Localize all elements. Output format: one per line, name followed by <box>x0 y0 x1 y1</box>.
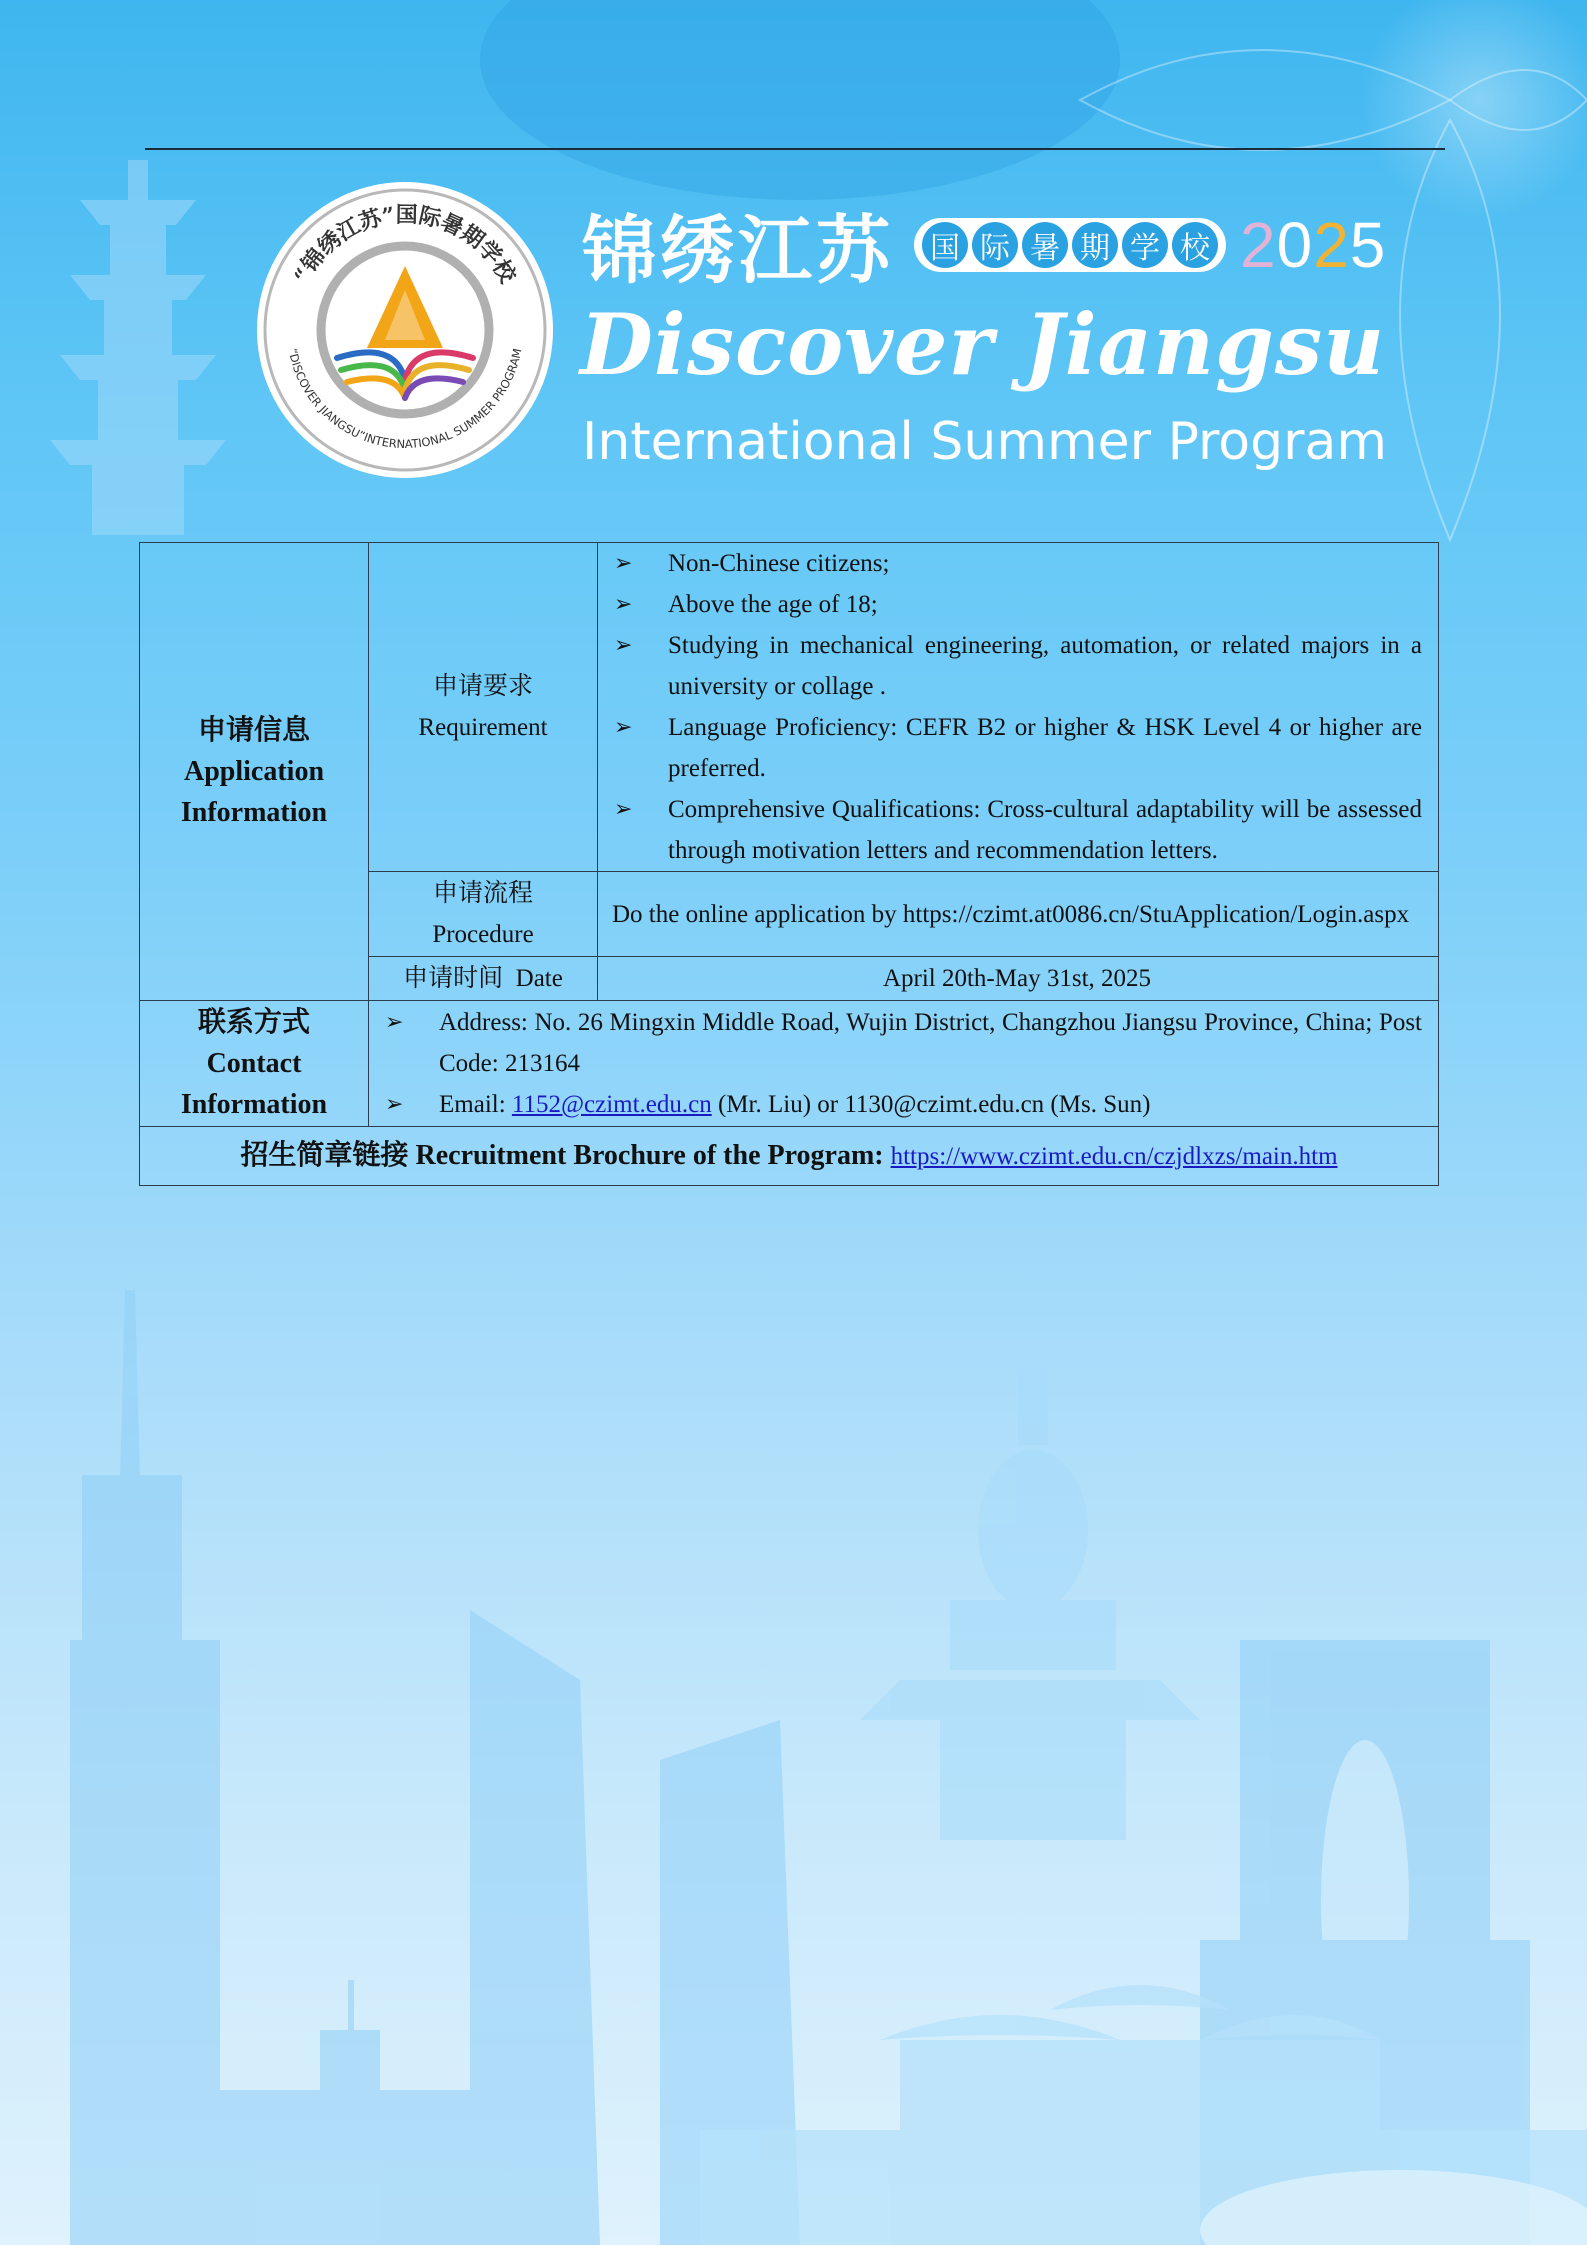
arrow-bullet-icon: ➢ <box>614 551 633 576</box>
procedure-label: 申请流程 Procedure <box>369 872 598 957</box>
requirement-list-cell <box>598 543 1439 872</box>
brochure-row: 招生简章链接 Recruitment Brochure of the Program: https://www.czimt.edu.cn/czjdlxzs/main.htm <box>140 1127 1439 1186</box>
list-item: ➢ Non-Chinese citizens; <box>612 543 1422 584</box>
arrow-bullet-icon: ➢ <box>614 715 633 740</box>
banner-english-subtitle: International Summer Program <box>582 412 1387 472</box>
list-item <box>383 1002 1422 1084</box>
procedure-text: Do the online application by https://czimt.at0086.cn/StuApplication/Login.aspx <box>598 872 1439 957</box>
list-item: ➢ Studying in mechanical engineering, automation, or related majors in a university or collage . <box>612 625 1422 707</box>
contact-list <box>383 1002 1422 1125</box>
banner-chinese-title <box>582 200 1387 294</box>
application-info-heading: 申请信息 Application Information <box>140 543 369 1001</box>
banner-year: 2025 <box>1240 209 1387 281</box>
top-divider-line <box>145 148 1445 150</box>
subtitle-cn-char: 际 <box>972 222 1018 268</box>
subtitle-cn-badges <box>914 218 1226 272</box>
pagoda-silhouette <box>50 160 226 535</box>
arrow-bullet-icon: ➢ <box>614 633 633 658</box>
email-link[interactable]: 1152@czimt.edu.cn <box>511 1091 712 1118</box>
subtitle-cn-char: 期 <box>1072 222 1118 268</box>
brochure-link[interactable]: https://www.czimt.edu.cn/czjdlxzs/main.htm <box>890 1143 1338 1170</box>
summer-program-logo <box>255 180 555 480</box>
table-row <box>140 1127 1439 1186</box>
temple-silhouette <box>860 1355 1200 1840</box>
requirement-label: 申请要求 Requirement <box>369 543 598 872</box>
subtitle-cn-char: 校 <box>1172 222 1218 268</box>
contact-address: Address: No. 26 Mingxin Middle Road, Wujin District, Changzhou Jiangsu Province, China; Post Code: 213164 <box>439 1009 1422 1077</box>
banner-english-title: Discover Jiangsu <box>580 295 1386 394</box>
table-row <box>140 543 1439 872</box>
title-cn: 锦绣江苏 <box>582 208 894 294</box>
subtitle-cn-char: 暑 <box>1022 222 1068 268</box>
logo-ring-text-cn: “锦绣江苏”国际暑期学校 <box>289 201 521 288</box>
table-row <box>140 1001 1439 1127</box>
subtitle-cn-char: 学 <box>1122 222 1168 268</box>
arrow-bullet-icon: ➢ <box>614 797 633 822</box>
contact-details-cell <box>369 1001 1439 1127</box>
arrow-bullet-icon: ➢ <box>385 1092 404 1117</box>
application-info-table <box>139 542 1439 1186</box>
list-item: ➢ Email: 1152@czimt.edu.cn (Mr. Liu) or 1130@czimt.edu.cn (Ms. Sun) <box>383 1084 1422 1125</box>
contact-info-heading: 联系方式 Contact Information <box>140 1001 369 1127</box>
list-item: ➢ Above the age of 18; <box>612 584 1422 625</box>
requirement-list <box>612 543 1422 871</box>
arrow-bullet-icon: ➢ <box>614 592 633 617</box>
subtitle-cn-char: 国 <box>922 222 968 268</box>
list-item: ➢ Language Proficiency: CEFR B2 or higher & HSK Level 4 or higher are preferred. <box>612 707 1422 789</box>
list-item: ➢ Comprehensive Qualifications: Cross-cultural adaptability will be assessed through motivation letters and recommendation letters. <box>612 789 1422 871</box>
logo-ring-text-en: “DISCOVER JIANGSU”INTERNATIONAL SUMMER PROGRAM <box>285 347 525 452</box>
date-label: 申请时间 Date <box>369 957 598 1001</box>
date-text: April 20th-May 31st, 2025 <box>598 957 1439 1001</box>
arrow-bullet-icon: ➢ <box>385 1010 404 1035</box>
